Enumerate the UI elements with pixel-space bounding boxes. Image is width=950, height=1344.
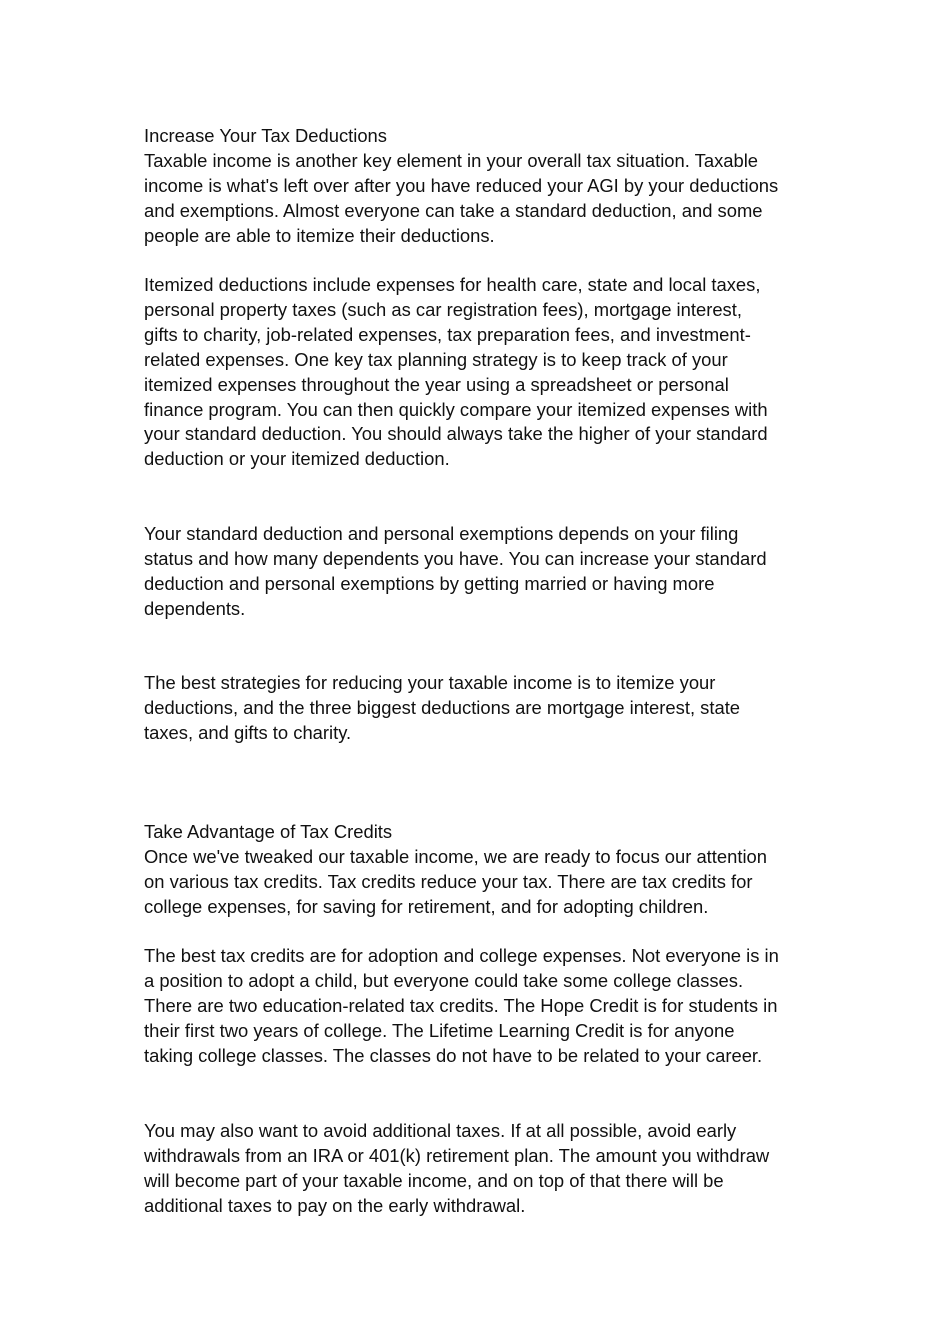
paragraph: Itemized deductions include expenses for health care, state and local taxes, personal property taxes (such as car registration fees), mortgage interest, gifts to charity, job-related expenses, tax preparation fees, and investment- related expenses. One key tax planning strategy is to keep track of your itemized expenses throughout the year using a spreadsheet or personal finance program. You can then quickly compare your itemized expenses with your standard deduction. You should always take the higher of your standard deduction or your itemized deduction. xyxy=(144,274,768,470)
paragraph: Once we've tweaked our taxable income, we are ready to focus our attention on various tax credits. Tax credits reduce your tax. There are tax credits for college expenses, for saving for retirement, and for adopting children. xyxy=(144,845,768,917)
section-heading: Take Advantage of Tax Credits xyxy=(144,821,393,842)
section-heading: Increase Your Tax Deductions xyxy=(144,125,387,146)
paragraph: You may also want to avoid additional taxes. If at all possible, avoid early withdrawals from an IRA or 401(k) retirement plan. The amount you withdraw will become part of your taxable income, and on top of that there will be additional taxes to pay on the early withdrawal. xyxy=(144,1120,770,1216)
paragraph: The best tax credits are for adoption and college expenses. Not everyone is in a position to adopt a child, but everyone could take some college classes. There are two education-related tax credits. The Hope Credit is for students in their first two years of college. The Lifetime Learning Credit is for anyone taking college classes. The classes do not have to be related to your career. xyxy=(144,945,779,1066)
section-tax-deductions xyxy=(144,124,824,249)
section-tax-credits xyxy=(144,820,824,920)
paragraph: Taxable income is another key element in your overall tax situation. Taxable income is what's left over after you have reduced your AGI by your deductions and exemptions. Almost everyone can take a standard deduction, and some people are able to itemize their deductions. xyxy=(144,149,779,246)
paragraph: The best strategies for reducing your taxable income is to itemize your deductions, and the three biggest deductions are mortgage interest, state taxes, and gifts to charity. xyxy=(144,672,741,743)
paragraph: Your standard deduction and personal exemptions depends on your filing status and how many dependents you have. You can increase your standard deduction and personal exemptions by getting married or having more dependents. xyxy=(144,523,767,619)
